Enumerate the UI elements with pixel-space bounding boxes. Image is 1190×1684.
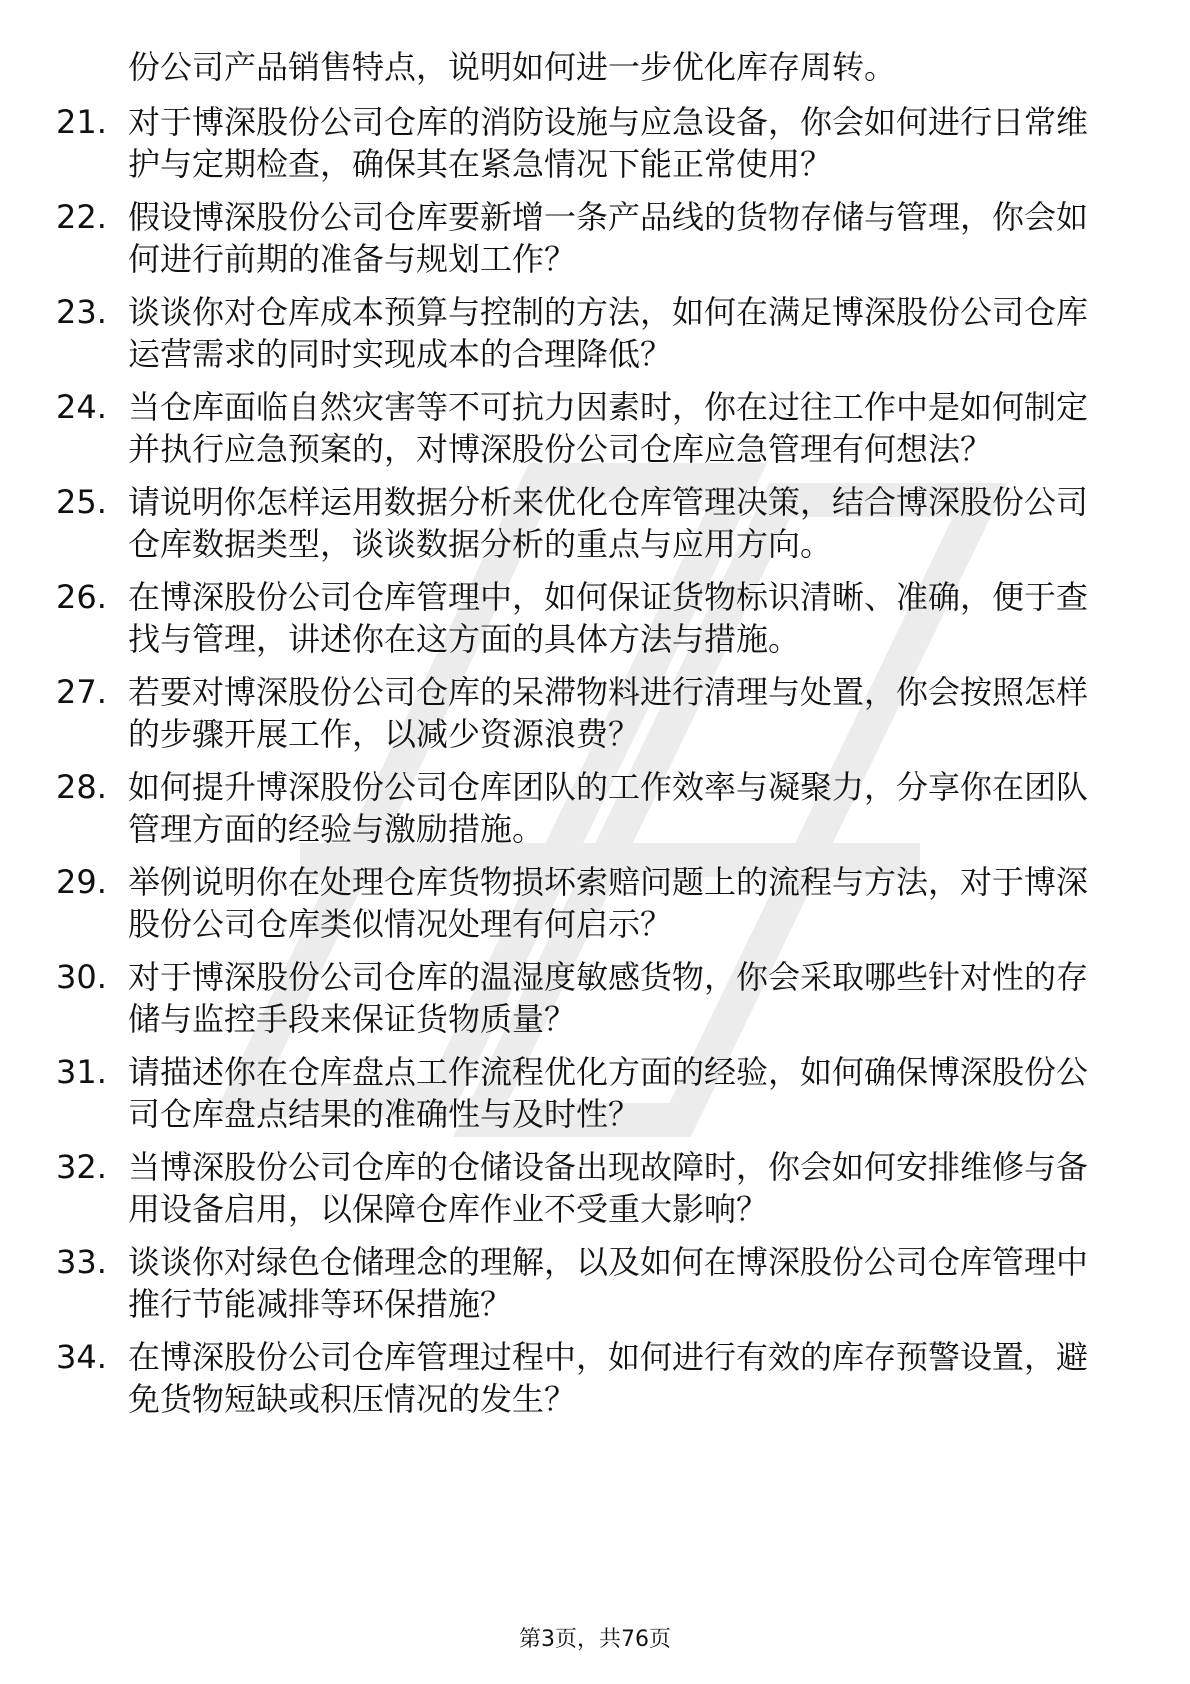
question-number: 25.	[56, 483, 107, 521]
question-item	[56, 386, 1116, 470]
question-text: 谈谈你对绿色仓储理念的理解，以及如何在博深股份公司仓库管理中推行节能减排等环保措施？	[128, 1243, 1089, 1323]
question-item	[56, 101, 1116, 185]
question-text: 在博深股份公司仓库管理中，如何保证货物标识清晰、准确，便于查找与管理，讲述你在这方面的具体方法与措施。	[128, 578, 1089, 658]
question-text: 假设博深股份公司仓库要新增一条产品线的货物存储与管理，你会如何进行前期的准备与规划工作？	[128, 198, 1089, 278]
question-item	[56, 481, 1116, 565]
question-number: 23.	[56, 293, 107, 331]
page-footer: 第3页，共76页	[519, 1627, 671, 1652]
question-item	[56, 766, 1116, 850]
question-item	[56, 1051, 1116, 1135]
question-number: 21.	[56, 103, 107, 141]
question-text: 谈谈你对仓库成本预算与控制的方法，如何在满足博深股份公司仓库运营需求的同时实现成本的合理降低？	[128, 293, 1089, 373]
question-text: 对于博深股份公司仓库的温湿度敏感货物，你会采取哪些针对性的存储与监控手段来保证货物质量？	[128, 958, 1089, 1038]
question-item	[56, 196, 1116, 280]
question-text: 对于博深股份公司仓库的消防设施与应急设备，你会如何进行日常维护与定期检查，确保其在紧急情况下能正常使用？	[128, 103, 1089, 183]
question-text: 举例说明你在处理仓库货物损坏索赔问题上的流程与方法，对于博深股份公司仓库类似情况处理有何启示？	[128, 863, 1089, 943]
question-text: 请描述你在仓库盘点工作流程优化方面的经验，如何确保博深股份公司仓库盘点结果的准确性与及时性？	[128, 1053, 1089, 1133]
question-number: 30.	[56, 958, 107, 996]
question-number: 32.	[56, 1148, 107, 1186]
question-text: 如何提升博深股份公司仓库团队的工作效率与凝聚力，分享你在团队管理方面的经验与激励措施。	[128, 768, 1089, 848]
continuation-text: 份公司产品销售特点，说明如何进一步优化库存周转。	[128, 48, 897, 86]
question-item	[56, 291, 1116, 375]
question-number: 34.	[56, 1338, 107, 1376]
question-item	[56, 1336, 1116, 1420]
question-number: 33.	[56, 1243, 107, 1281]
question-item	[56, 576, 1116, 660]
question-text: 当博深股份公司仓库的仓储设备出现故障时，你会如何安排维修与备用设备启用，以保障仓库作业不受重大影响？	[128, 1148, 1089, 1228]
question-item	[56, 671, 1116, 755]
question-text: 请说明你怎样运用数据分析来优化仓库管理决策，结合博深股份公司仓库数据类型，谈谈数据分析的重点与应用方向。	[128, 483, 1089, 563]
question-list	[56, 46, 1116, 1431]
question-text: 当仓库面临自然灾害等不可抗力因素时，你在过往工作中是如何制定并执行应急预案的，对博深股份公司仓库应急管理有何想法？	[128, 388, 1089, 468]
question-number: 24.	[56, 388, 107, 426]
question-number: 27.	[56, 673, 107, 711]
question-number: 29.	[56, 863, 107, 901]
question-item	[56, 956, 1116, 1040]
question-item	[56, 1146, 1116, 1230]
question-number: 26.	[56, 578, 107, 616]
question-text: 在博深股份公司仓库管理过程中，如何进行有效的库存预警设置，避免货物短缺或积压情况的发生？	[128, 1338, 1089, 1418]
question-number: 31.	[56, 1053, 107, 1091]
question-text: 若要对博深股份公司仓库的呆滞物料进行清理与处置，你会按照怎样的步骤开展工作，以减少资源浪费？	[128, 673, 1089, 753]
question-number: 28.	[56, 768, 107, 806]
question-item	[56, 861, 1116, 945]
question-number: 22.	[56, 198, 107, 236]
question-item	[56, 1241, 1116, 1325]
